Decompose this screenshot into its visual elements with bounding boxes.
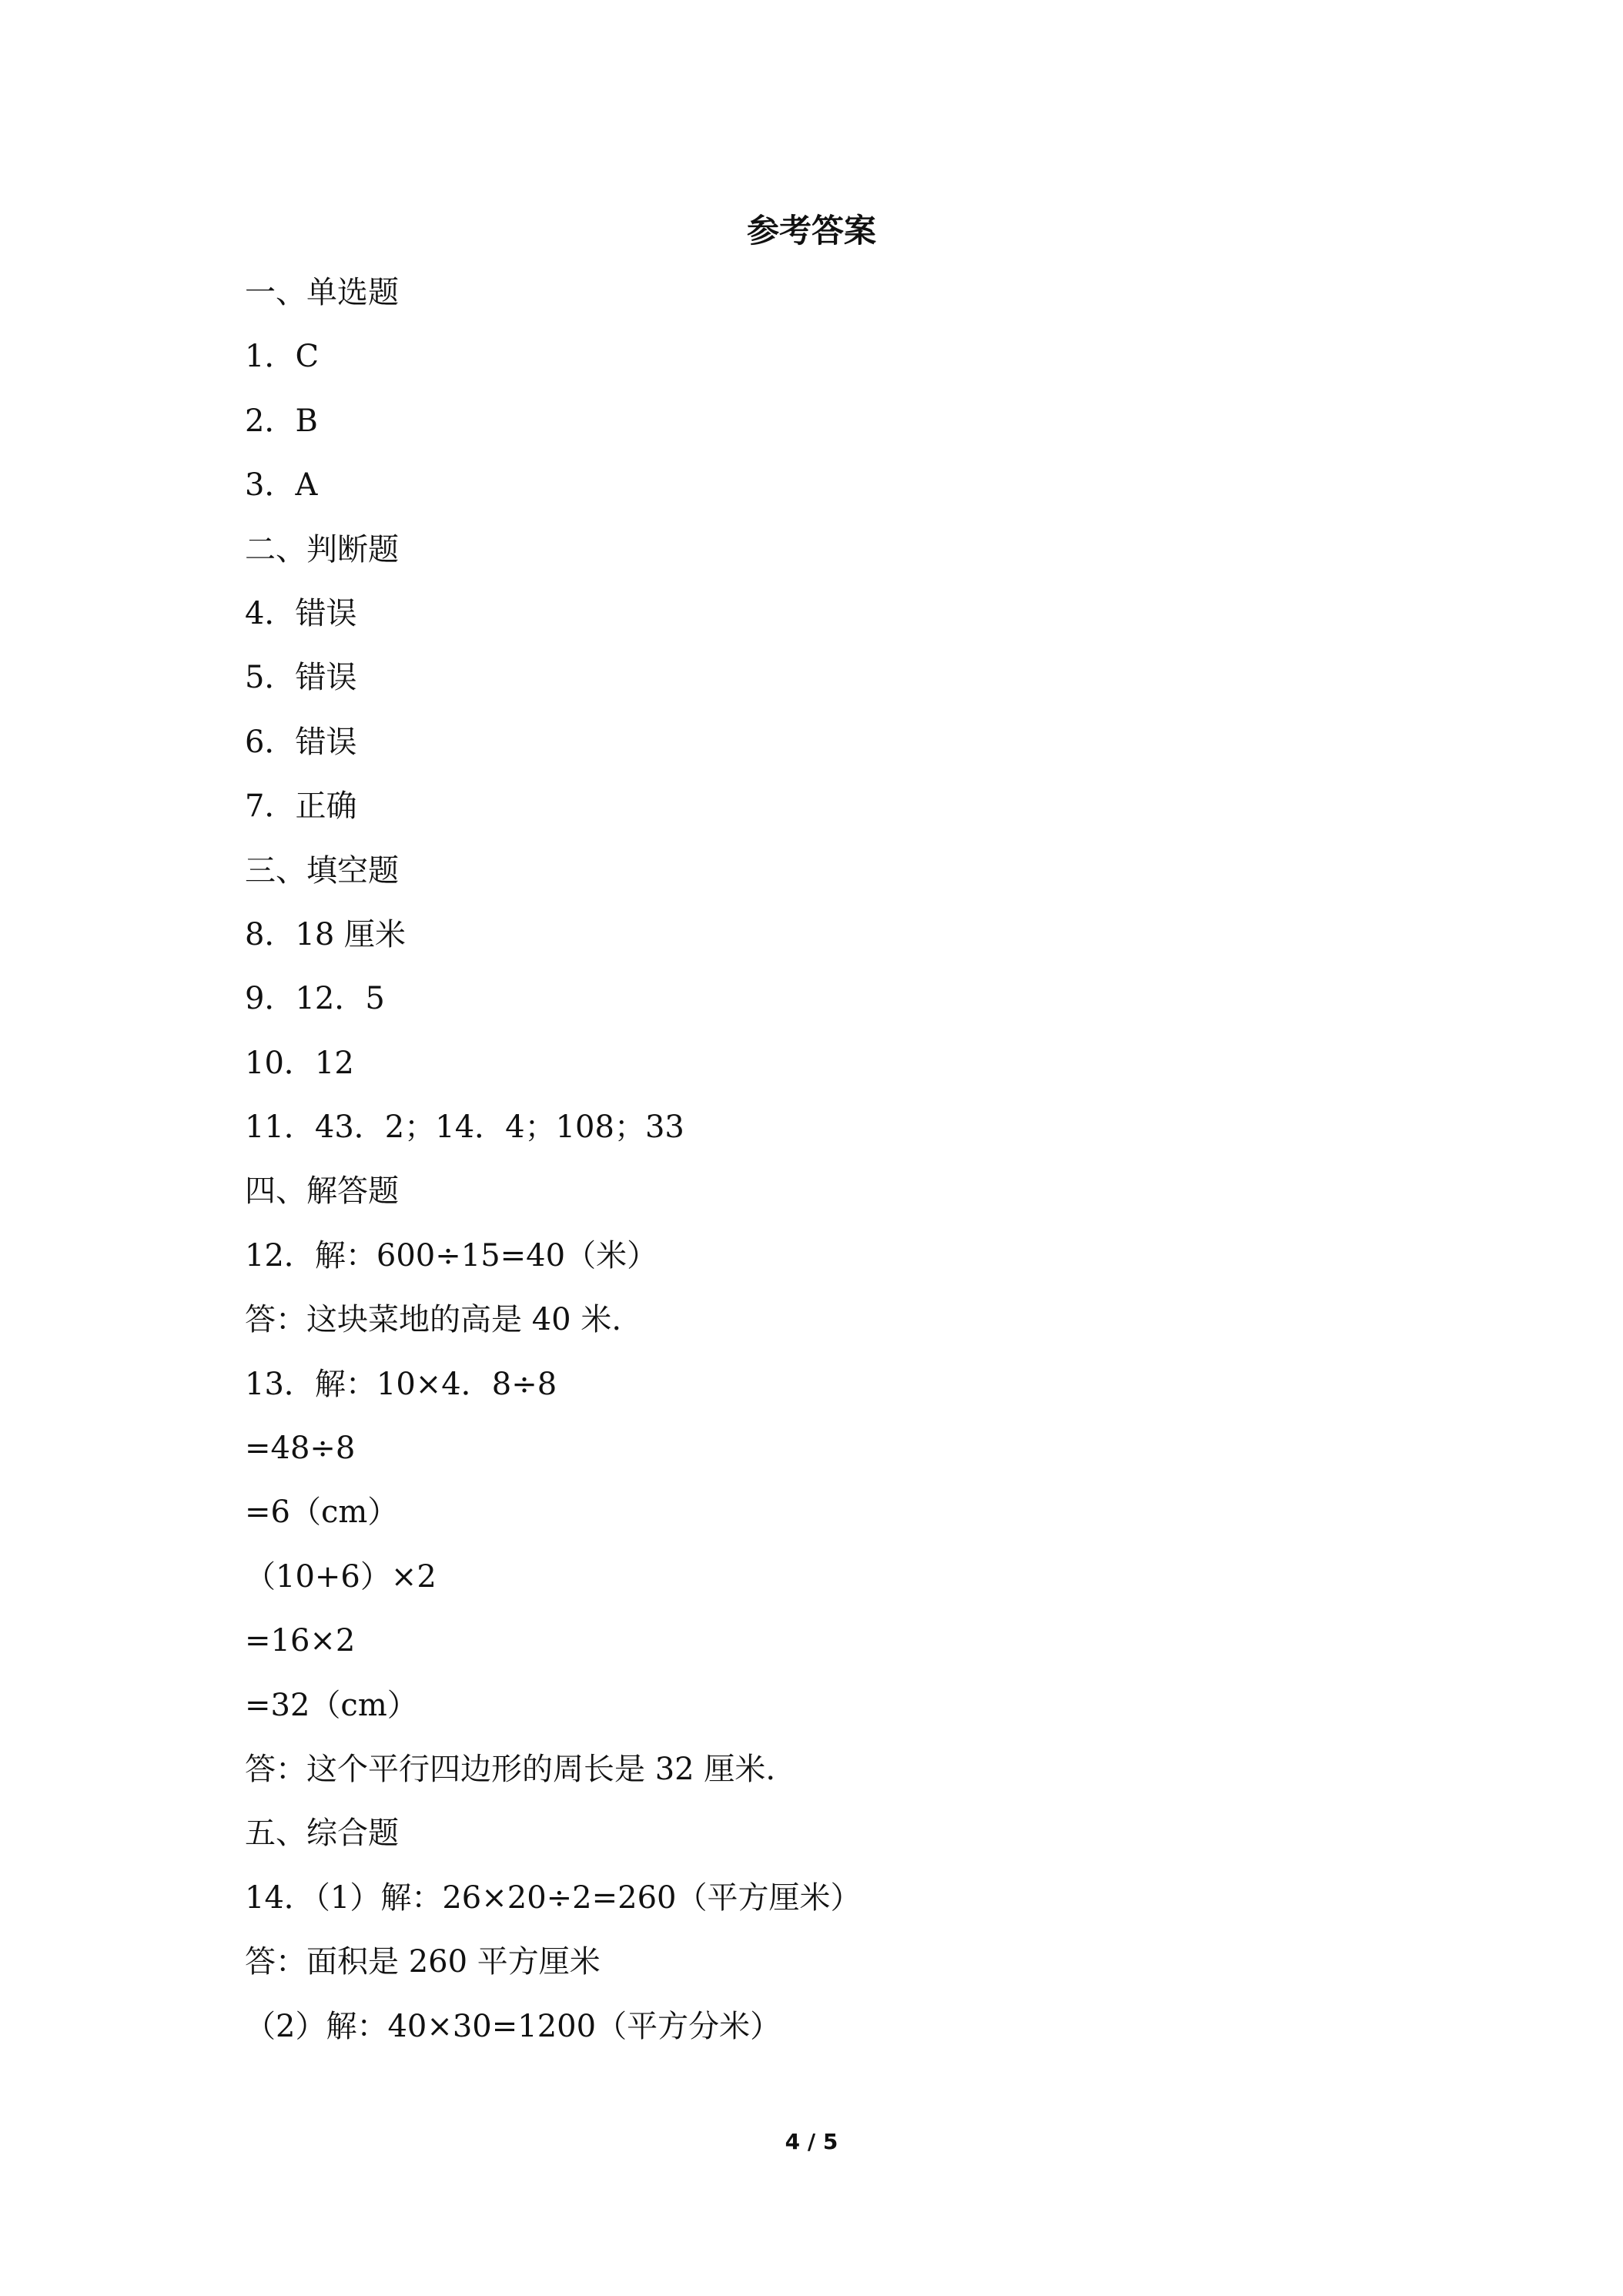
answer-list xyxy=(245,269,862,2067)
answer-line: =16×2 xyxy=(245,1623,356,1659)
answer-line: 10．12 xyxy=(245,1045,354,1081)
section-heading-fill-in: 三、填空题 xyxy=(245,852,399,889)
answer-line: 11．43．2；14．4；108；33 xyxy=(245,1110,684,1146)
answer-line: 13．解：10×4．8÷8 xyxy=(245,1366,557,1402)
answer-line: =6（cm） xyxy=(245,1494,399,1531)
answer-line: 答：面积是 260 平方厘米 xyxy=(245,1944,601,1980)
answer-line: 3．A xyxy=(245,467,318,504)
answer-line: 9．12．5 xyxy=(245,981,385,1017)
answer-line: 5．错误 xyxy=(245,660,357,696)
section-heading-true-false: 二、判断题 xyxy=(245,531,399,567)
section-heading-comprehensive: 五、综合题 xyxy=(245,1816,399,1852)
page-title: 参考答案 xyxy=(746,212,876,249)
answer-line: （10+6）×2 xyxy=(245,1558,437,1595)
answer-line: 答：这个平行四边形的周长是 32 厘米. xyxy=(245,1751,776,1787)
answer-line: 8．18 厘米 xyxy=(245,916,407,952)
answer-line: 6．错误 xyxy=(245,724,357,760)
answer-line: 7．正确 xyxy=(245,788,357,825)
answer-line: =48÷8 xyxy=(245,1431,356,1467)
answer-line: 1．C xyxy=(245,339,320,375)
answer-line: （2）解：40×30=1200（平方分米） xyxy=(245,2008,781,2044)
section-heading-single-choice: 一、单选题 xyxy=(245,275,399,310)
answer-line: 2．B xyxy=(245,403,318,439)
section-heading-solutions: 四、解答题 xyxy=(245,1173,399,1210)
answer-line: 12．解：600÷15=40（米） xyxy=(245,1237,658,1274)
page-number: 4 / 5 xyxy=(785,2129,838,2154)
answer-line: 答：这块菜地的高是 40 米. xyxy=(245,1302,622,1338)
answer-line: 14．（1）解：26×20÷2=260（平方厘米） xyxy=(245,1879,862,1916)
answer-line: =32（cm） xyxy=(245,1687,418,1723)
answer-line: 4．错误 xyxy=(245,595,357,631)
